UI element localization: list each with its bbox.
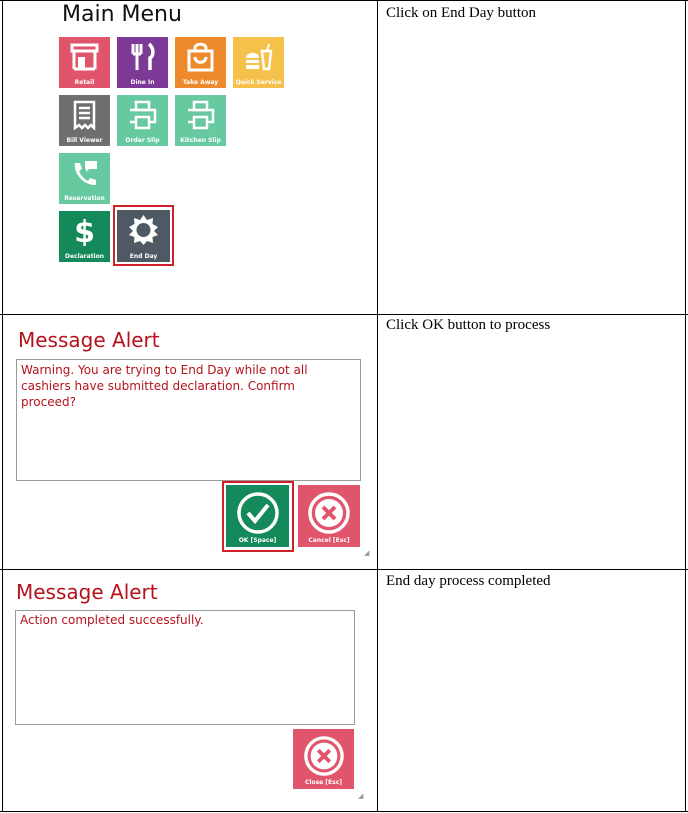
message-line: proceed?	[21, 395, 76, 409]
dollar-icon	[69, 216, 100, 246]
burger-drink-icon	[243, 42, 274, 72]
receipt-icon	[69, 100, 100, 130]
gear-icon	[127, 214, 160, 246]
close-button-label: Close [Esc]	[304, 779, 343, 786]
tile-quick-service[interactable]	[233, 37, 284, 88]
alert-title: Message Alert	[16, 580, 158, 604]
resize-grip-icon: ◢	[364, 550, 370, 557]
alert-title: Message Alert	[18, 328, 160, 352]
column-divider	[377, 0, 378, 812]
tile-label: Declaration	[64, 253, 105, 260]
row-divider	[0, 569, 688, 570]
tile-label: Bill Viewer	[66, 137, 103, 144]
resize-grip-icon: ◢	[358, 793, 364, 800]
printer-icon	[185, 100, 216, 130]
table-border-right	[685, 0, 686, 812]
tile-label: Retail	[74, 79, 95, 86]
tile-label: End Day	[129, 253, 158, 260]
tile-reservation[interactable]	[59, 153, 110, 204]
tile-kitchen-slip[interactable]	[175, 95, 226, 146]
tile-label: Order Slip	[125, 137, 160, 144]
tile-order-slip[interactable]	[117, 95, 168, 146]
instruction-step-3: End day process completed	[386, 573, 551, 589]
table-border-left	[2, 0, 3, 812]
message-text: Action completed successfully.	[20, 613, 204, 627]
store-icon	[69, 42, 100, 72]
tile-label: Dine In	[130, 79, 155, 86]
tile-end-day[interactable]	[117, 210, 170, 262]
printer-icon	[127, 100, 158, 130]
tile-dine-in[interactable]	[117, 37, 168, 88]
tile-label: Take Away	[182, 79, 219, 86]
tile-label: Kitchen Slip	[180, 137, 221, 144]
ok-button-label: OK [Space]	[238, 537, 277, 544]
cancel-button[interactable]	[298, 485, 360, 547]
tile-label: Reservation	[64, 195, 105, 202]
close-circle-icon	[303, 735, 345, 777]
tile-label: Quick Service	[235, 79, 282, 86]
table-border-bottom	[0, 811, 688, 812]
message-text	[21, 362, 308, 410]
message-line: cashiers have submitted declaration. Confirm	[21, 379, 295, 393]
table-border-top	[0, 0, 688, 1]
main-menu-title: Main Menu	[62, 2, 182, 27]
cancel-button-label: Cancel [Esc]	[308, 537, 350, 544]
message-line: Warning. You are trying to End Day while not all	[21, 363, 308, 377]
tile-take-away[interactable]	[175, 37, 226, 88]
check-circle-icon	[236, 491, 280, 535]
instruction-step-1: Click on End Day button	[386, 5, 536, 21]
tile-bill-viewer[interactable]	[59, 95, 110, 146]
tile-declaration[interactable]	[59, 211, 110, 262]
shopping-bag-icon	[185, 42, 216, 72]
tile-retail[interactable]	[59, 37, 110, 88]
ok-button[interactable]	[226, 485, 289, 547]
cutlery-icon	[127, 42, 158, 72]
phone-icon	[69, 158, 100, 188]
instruction-step-2: Click OK button to process	[386, 317, 551, 333]
row-divider	[0, 314, 688, 315]
svg-text:$: $	[74, 216, 95, 246]
close-circle-icon	[307, 491, 351, 535]
close-button[interactable]	[293, 729, 354, 789]
